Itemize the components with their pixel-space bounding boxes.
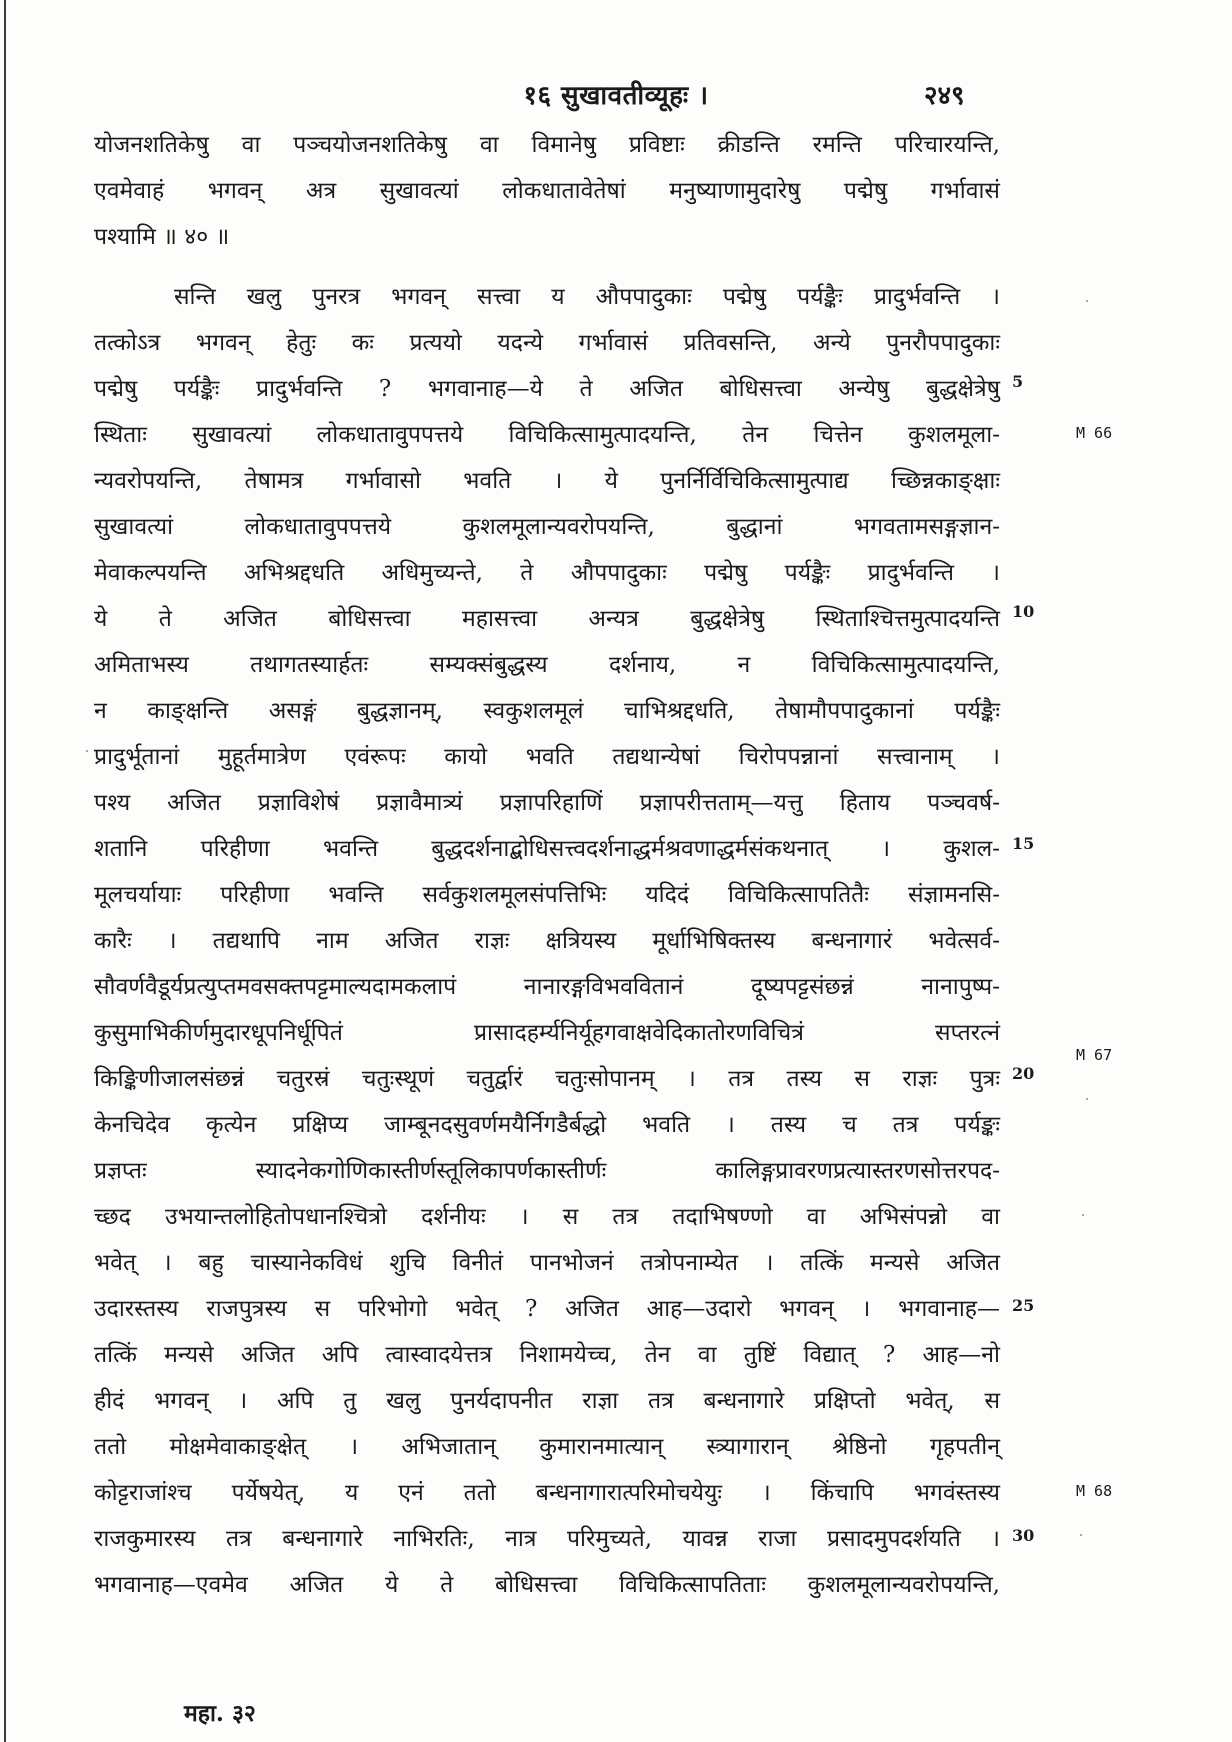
text-line: प्रादुर्भूतानां मुहूर्तमात्रेण एवंरूपः कायो भवति तद्यथान्येषां चिरोपपन्नानां सत्त्वानाम् । xyxy=(94,744,1000,770)
text-line: सौवर्णवैडूर्यप्रत्युप्तमवसक्तपट्टमाल्यदामकलापं नानारङ्गविभववितानं दूष्यपट्टसंछन्नं नानापुष्प- xyxy=(94,974,1000,1000)
text-line: एवमेवाहं भगवन् अत्र सुखावत्यां लोकधातावेतेषां मनुष्याणामुदारेषु पद्मेषु गर्भावासं xyxy=(94,178,1000,204)
scan-speck xyxy=(1086,300,1088,302)
text-line: ये ते अजित बोधिसत्त्वा महासत्त्वा अन्यत्र बुद्धक्षेत्रेषु स्थिताश्चित्तमुत्पादयन्ति xyxy=(94,606,1000,632)
text-line: अमिताभस्य तथागतस्यार्हतः सम्यक्संबुद्धस्य दर्शनाय, न विचिकित्सामुत्पादयन्ति, xyxy=(94,652,1000,678)
line-number: 30 xyxy=(1012,1526,1035,1545)
text-line: किङ्किणीजालसंछन्नं चतुरस्रं चतुःस्थूणं चतुर्द्वारं चतुःसोपानम् । तत्र तस्य स राज्ञः पुत्रः xyxy=(94,1066,1000,1092)
text-line: न काङ्क्षन्ति असङ्गं बुद्धज्ञानम्, स्वकुशलमूलं चाभिश्रद्दधति, तेषामौपपादुकानां पर्यङ्कैः xyxy=(94,698,1000,724)
scan-speck xyxy=(1080,1534,1082,1536)
line-number: 5 xyxy=(1012,372,1024,391)
text-line: राजकुमारस्य तत्र बन्धनागारे नाभिरतिः, नात्र परिमुच्यते, यावन्न राजा प्रसादमुपदर्शयति । xyxy=(94,1526,1000,1552)
text-line: केनचिदेव कृत्येन प्रक्षिप्य जाम्बूनदसुवर्णमयैर्निगडैर्बद्धो भवति । तस्य च तत्र पर्यङ्कः xyxy=(94,1112,1000,1138)
scan-speck xyxy=(1082,1214,1084,1216)
line-number: 25 xyxy=(1012,1296,1035,1315)
text-line: ततो मोक्षमेवाकाङ्क्षेत् । अभिजातान् कुमारानमात्यान् स्त्र्यागारान् श्रेष्ठिनो गृहपतीन् xyxy=(94,1434,1000,1460)
margin-reference: M 66 xyxy=(1076,424,1113,442)
scan-speck xyxy=(1086,1098,1088,1100)
page-edge-rule xyxy=(4,0,6,1742)
text-line: च्छद उभयान्तलोहितोपधानश्चित्रो दर्शनीयः । स तत्र तदाभिषण्णो वा अभिसंपन्नो वा xyxy=(94,1204,1000,1230)
text-line: मूलचर्यायाः परिहीणा भवन्ति सर्वकुशलमूलसंपत्तिभिः यदिदं विचिकित्सापतितैः संज्ञामनसि- xyxy=(94,882,1000,908)
scan-speck xyxy=(86,750,88,752)
text-line: भगवानाह—एवमेव अजित ये ते बोधिसत्त्वा विचिकित्सापतिताः कुशलमूलान्यवरोपयन्ति, xyxy=(94,1572,1000,1598)
line-number: 15 xyxy=(1012,834,1035,853)
text-line: शतानि परिहीणा भवन्ति बुद्धदर्शनाद्बोधिसत्त्वदर्शनाद्धर्मश्रवणाद्धर्मसंकथनात् । कुशल- xyxy=(94,836,1000,862)
text-line: तत्कोऽत्र भगवन् हेतुः कः प्रत्ययो यदन्ये गर्भावासं प्रतिवसन्ति, अन्ये पुनरौपपादुकाः xyxy=(94,330,1000,356)
signature-mark: महा. ३२ xyxy=(184,1700,256,1727)
text-line: कुसुमाभिकीर्णमुदारधूपनिर्धूपितं प्रासादहर्म्यनिर्यूहगवाक्षवेदिकातोरणविचित्रं सप्तरत्नं xyxy=(94,1020,1000,1046)
page-number: २४९ xyxy=(924,81,965,111)
line-number: 20 xyxy=(1012,1064,1035,1083)
text-line: तत्किं मन्यसे अजित अपि त्वास्वादयेत्तत्र निशामयेच्च, तेन वा तुष्टिं विद्यात् ? आह—नो xyxy=(94,1342,1000,1368)
text-line: स्थिताः सुखावत्यां लोकधातावुपपत्तये विचिकित्सामुत्पादयन्ति, तेन चित्तेन कुशलमूला- xyxy=(94,422,1000,448)
text-line: हीदं भगवन् । अपि तु खलु पुनर्यदापनीत राज्ञा तत्र बन्धनागारे प्रक्षिप्तो भवेत्, स xyxy=(94,1388,1000,1414)
margin-reference: M 67 xyxy=(1076,1046,1113,1064)
text-line: उदारस्तस्य राजपुत्रस्य स परिभोगो भवेत् ? अजित आह—उदारो भगवन् । भगवानाह— xyxy=(94,1296,1000,1322)
text-line: कोट्टराजांश्च पर्येषयेत्, य एनं ततो बन्धनागारात्परिमोचयेयुः । किंचापि भगवंस्तस्य xyxy=(94,1480,1000,1506)
text-line: योजनशतिकेषु वा पञ्चयोजनशतिकेषु वा विमानेषु प्रविष्टाः क्रीडन्ति रमन्ति परिचारयन्ति, xyxy=(94,132,1000,158)
text-line: मेवाकल्पयन्ति अभिश्रद्दधति अधिमुच्यन्ते, ते औपपादुकाः पद्मेषु पर्यङ्कैः प्रादुर्भवन्ति । xyxy=(94,560,1000,586)
text-line: भवेत् । बहु चास्यानेकविधं शुचि विनीतं पानभोजनं तत्रोपनाम्येत । तत्किं मन्यसे अजित xyxy=(94,1250,1000,1276)
text-line: पश्यामि ॥ ४० ॥ xyxy=(94,224,230,250)
text-line: पश्य अजित प्रज्ञाविशेषं प्रज्ञावैमात्र्यं प्रज्ञापरिहाणिं प्रज्ञापरीत्तताम्—यत्तु हिताय पञ्चवर्ष- xyxy=(94,790,1000,816)
text-line: पद्मेषु पर्यङ्कैः प्रादुर्भवन्ति ? भगवानाह—ये ते अजित बोधिसत्त्वा अन्येषु बुद्धक्षेत्रेषु xyxy=(94,376,1000,402)
text-line: सन्ति खलु पुनरत्र भगवन् सत्त्वा य औपपादुकाः पद्मेषु पर्यङ्कैः प्रादुर्भवन्ति । xyxy=(174,284,1000,310)
margin-reference: M 68 xyxy=(1076,1482,1113,1500)
text-line: कारैः । तद्यथापि नाम अजित राज्ञः क्षत्रियस्य मूर्धाभिषिक्तस्य बन्धनागारं भवेत्सर्व- xyxy=(94,928,1000,954)
text-line: न्यवरोपयन्ति, तेषामत्र गर्भावासो भवति । ये पुनर्निर्विचिकित्सामुत्पाद्य च्छिन्नकाङ्क्षाः xyxy=(94,468,1000,494)
text-line: प्रज्ञप्तः स्यादनेकगोणिकास्तीर्णस्तूलिकापर्णकास्तीर्णः कालिङ्गप्रावरणप्रत्यास्तरणसोत्तरपद- xyxy=(94,1158,1000,1184)
line-number: 10 xyxy=(1012,602,1035,621)
text-line: सुखावत्यां लोकधातावुपपत्तये कुशलमूलान्यवरोपयन्ति, बुद्धानां भगवतामसङ्गज्ञान- xyxy=(94,514,1000,540)
running-header-title: १६ सुखावतीव्यूहः । xyxy=(523,81,709,111)
